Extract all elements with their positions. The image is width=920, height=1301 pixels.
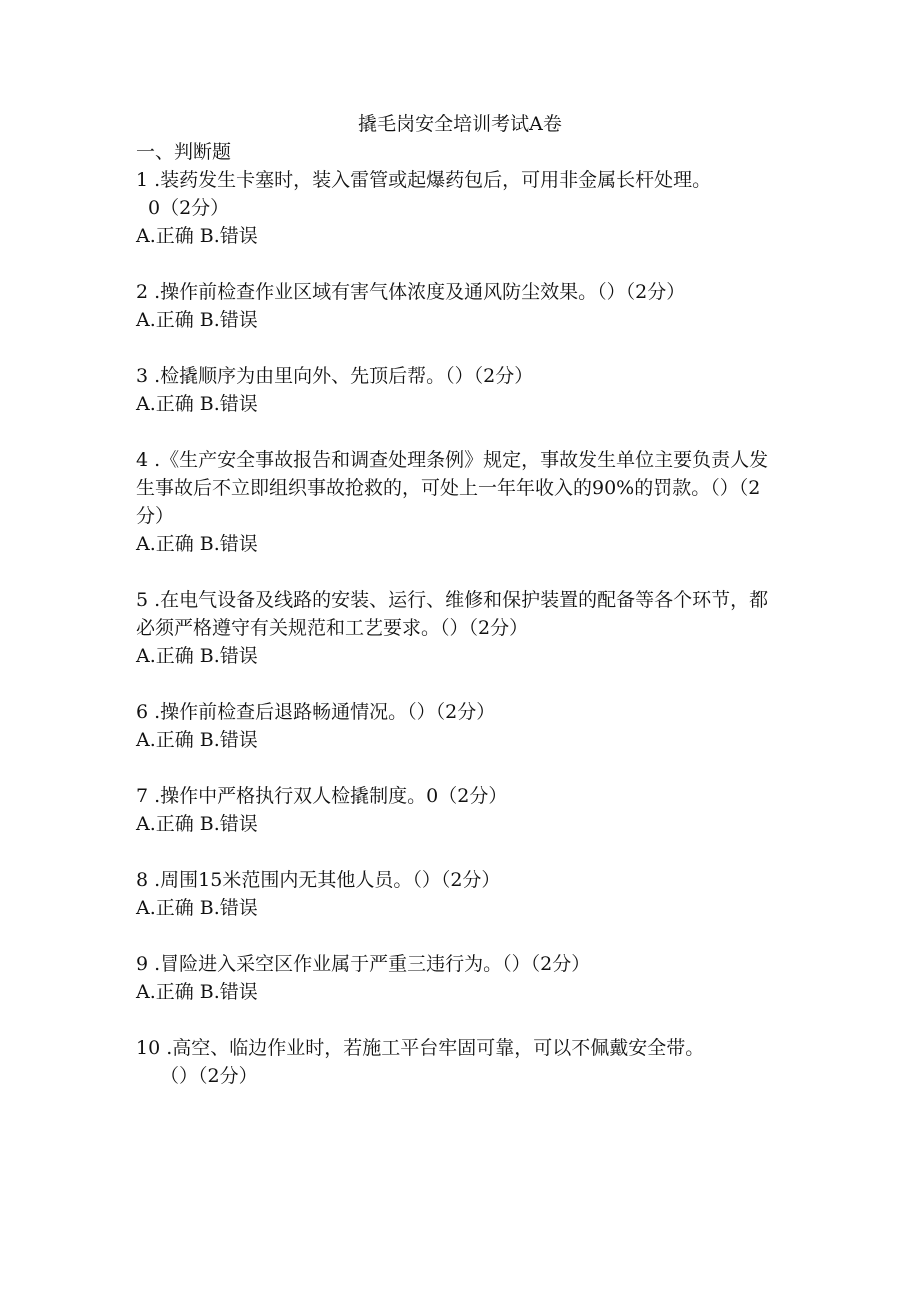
exam-content <box>136 138 786 1090</box>
question-10 <box>136 1034 786 1090</box>
question-stem: 10 .高空、临边作业时，若施工平台牢固可靠，可以不佩戴安全带。 <box>136 1037 705 1059</box>
question-options: A.正确 B.错误 <box>136 729 258 751</box>
question-score: （）（2分） <box>160 1065 258 1087</box>
section-heading: 一、判断题 <box>136 141 232 163</box>
question-stem: 8 .周围15米范围内无其他人员。（）（2分） <box>136 869 501 891</box>
question-1 <box>136 166 786 250</box>
question-stem: 2 .操作前检查作业区域有害气体浓度及通风防尘效果。（）（2分） <box>136 281 686 303</box>
question-stem: 4 .《生产安全事故报告和调查处理条例》规定，事故发生单位主要负责人发生事故后不立即组织事故抢救的，可处上一年年收入的90%的罚款。（）（2分） <box>136 449 769 527</box>
question-6 <box>136 698 786 754</box>
question-9 <box>136 950 786 1006</box>
question-8 <box>136 866 786 922</box>
question-options: A.正确 B.错误 <box>136 897 258 919</box>
question-4 <box>136 446 786 558</box>
question-7 <box>136 782 786 838</box>
exam-title: 撬毛岗安全培训考试A卷 <box>358 113 562 135</box>
question-options: A.正确 B.错误 <box>136 225 258 247</box>
question-stem: 1 .装药发生卡塞时，装入雷管或起爆药包后，可用非金属长杆处理。 <box>136 169 712 191</box>
question-options: A.正确 B.错误 <box>136 813 258 835</box>
question-options: A.正确 B.错误 <box>136 645 258 667</box>
question-options: A.正确 B.错误 <box>136 309 258 331</box>
question-stem: 6 .操作前检查后退路畅通情况。（）（2分） <box>136 701 496 723</box>
question-stem: 3 .检撬顺序为由里向外、先顶后帮。（）（2分） <box>136 365 534 387</box>
question-stem: 9 .冒险进入采空区作业属于严重三违行为。（）（2分） <box>136 953 591 975</box>
question-2 <box>136 278 786 334</box>
question-options: A.正确 B.错误 <box>136 393 258 415</box>
question-score: 0（2分） <box>148 197 230 219</box>
question-3 <box>136 362 786 418</box>
question-5 <box>136 586 786 670</box>
question-stem: 5 .在电气设备及线路的安装、运行、维修和保护装置的配备等各个环节，都必须严格遵守有关规范和工艺要求。（）（2分） <box>136 589 769 639</box>
question-options: A.正确 B.错误 <box>136 533 258 555</box>
question-stem: 7 .操作中严格执行双人检撬制度。0（2分） <box>136 785 508 807</box>
question-options: A.正确 B.错误 <box>136 981 258 1003</box>
